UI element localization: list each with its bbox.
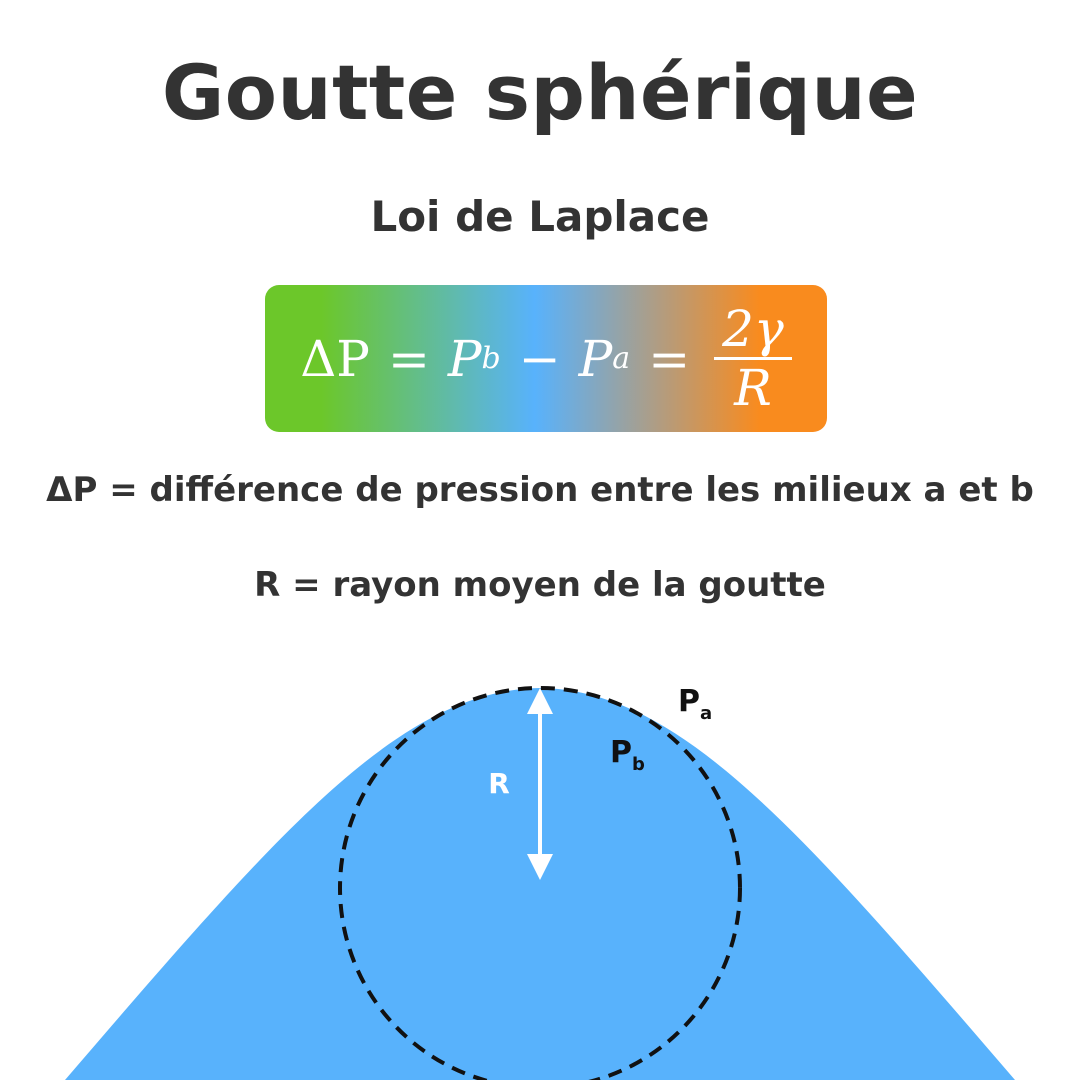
definition-radius: R = rayon moyen de la goutte xyxy=(254,565,826,605)
label-pa-sub: a xyxy=(700,703,713,724)
formula-sub-a: a xyxy=(612,341,631,376)
formula-sub-b: b xyxy=(481,341,501,376)
formula-equals-2: = xyxy=(648,329,691,388)
label-pb-sub: b xyxy=(632,754,645,775)
label-pb-main: P xyxy=(610,735,632,770)
label-radius: R xyxy=(488,767,510,800)
formula-numerator: 2γ xyxy=(722,299,784,358)
definition-delta-p: ΔP = différence de pression entre les milieux a et b xyxy=(46,470,1034,510)
label-pressure-a xyxy=(678,684,712,724)
formula-p-b: P xyxy=(447,329,482,388)
formula-denominator: R xyxy=(734,359,772,417)
formula-minus: − xyxy=(518,329,561,388)
page-subtitle: Loi de Laplace xyxy=(370,192,710,241)
page-title: Goutte sphérique xyxy=(161,48,919,137)
formula-equals-1: = xyxy=(387,329,430,388)
formula-delta-p: ΔP xyxy=(300,329,370,388)
formula-p-a: P xyxy=(578,329,613,388)
label-pa-main: P xyxy=(678,684,700,719)
